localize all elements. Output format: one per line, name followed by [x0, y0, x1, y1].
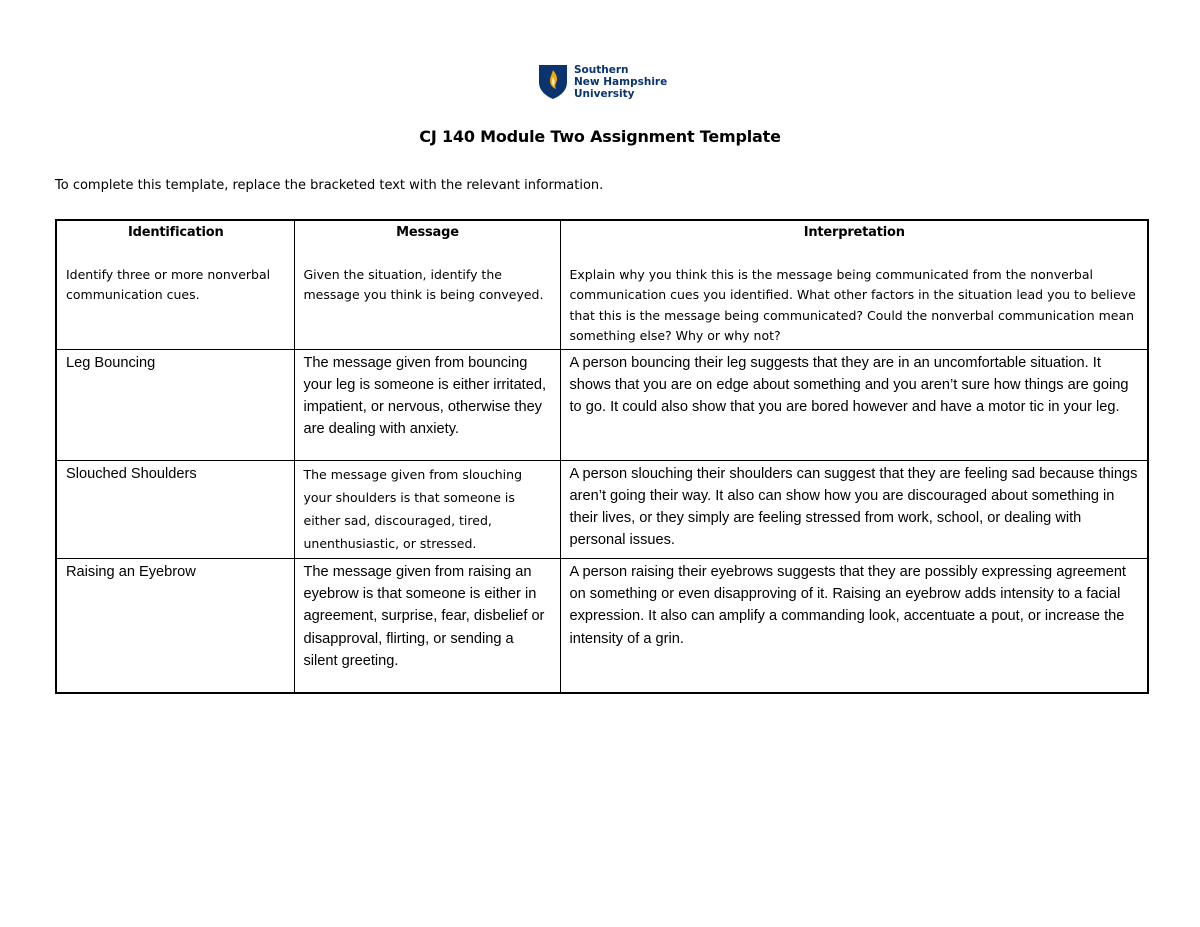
instructions-text: To complete this template, replace the bracketed text with the relevant information. [55, 178, 604, 193]
logo-line: Southern [574, 64, 629, 76]
header-description: Identify three or more nonverbal communication cues. [66, 266, 271, 302]
header-cell-identification [56, 220, 294, 349]
table-header-row [56, 220, 1148, 349]
logo-line: University [574, 88, 635, 100]
header-cell-interpretation [560, 220, 1148, 349]
cell-message: The message given from raising an eyebrow is that someone is either in agreement, surprise, fear, disbelief or disapproval, flirting, or sending a silent greeting. [294, 558, 560, 693]
cell-message: The message given from slouching your shoulders is that someone is either sad, discouraged, tired, unenthusiastic, or stressed. [294, 460, 560, 558]
cell-identification: Slouched Shoulders [56, 460, 294, 558]
cell-identification: Raising an Eyebrow [56, 558, 294, 693]
logo-wordmark [574, 64, 667, 100]
assignment-table [55, 219, 1149, 694]
cell-interpretation: A person raising their eyebrows suggests that they are possibly expressing agreement on something or even disapproving of it. Raising an eyebrow adds intensity to a facial expression. It also can amplify a commanding look, accentuate a pout, or increase the intensity of a grin. [560, 558, 1148, 693]
header-title: Message [396, 225, 459, 240]
logo-line: New Hampshire [574, 76, 668, 88]
university-logo [538, 64, 667, 100]
cell-message: The message given from bouncing your leg is someone is either irritated, impatient, or nervous, otherwise they are dealing with anxiety. [294, 349, 560, 460]
cell-interpretation: A person bouncing their leg suggests that they are in an uncomfortable situation. It shows that you are on edge about something and you aren’t sure how things are going to go. It could also show that you are bored however and have a motor tic in your leg. [560, 349, 1148, 460]
flame-shield-icon [538, 64, 568, 100]
header-description: Given the situation, identify the message you think is being conveyed. [303, 266, 544, 302]
cell-identification: Leg Bouncing [56, 349, 294, 460]
header-title: Interpretation [803, 225, 905, 240]
header-title: Identification [127, 225, 224, 240]
table-row [56, 349, 1148, 460]
header-cell-message [294, 220, 560, 349]
header-description: Explain why you think this is the message being communicated from the nonverbal communication cues you identified. What other factors in the situation lead you to believe that this is the message being communicated? Could the nonverbal communication mean something else? Why or why not? [569, 266, 1136, 343]
table-row [56, 558, 1148, 693]
table-row [56, 460, 1148, 558]
cell-interpretation: A person slouching their shoulders can suggest that they are feeling sad because things aren’t going their way. It also can show how you are discouraged about something in their lives, or they simply are feeling stressed from work, school, or dealing with personal issues. [560, 460, 1148, 558]
document-title: CJ 140 Module Two Assignment Template [419, 127, 781, 146]
